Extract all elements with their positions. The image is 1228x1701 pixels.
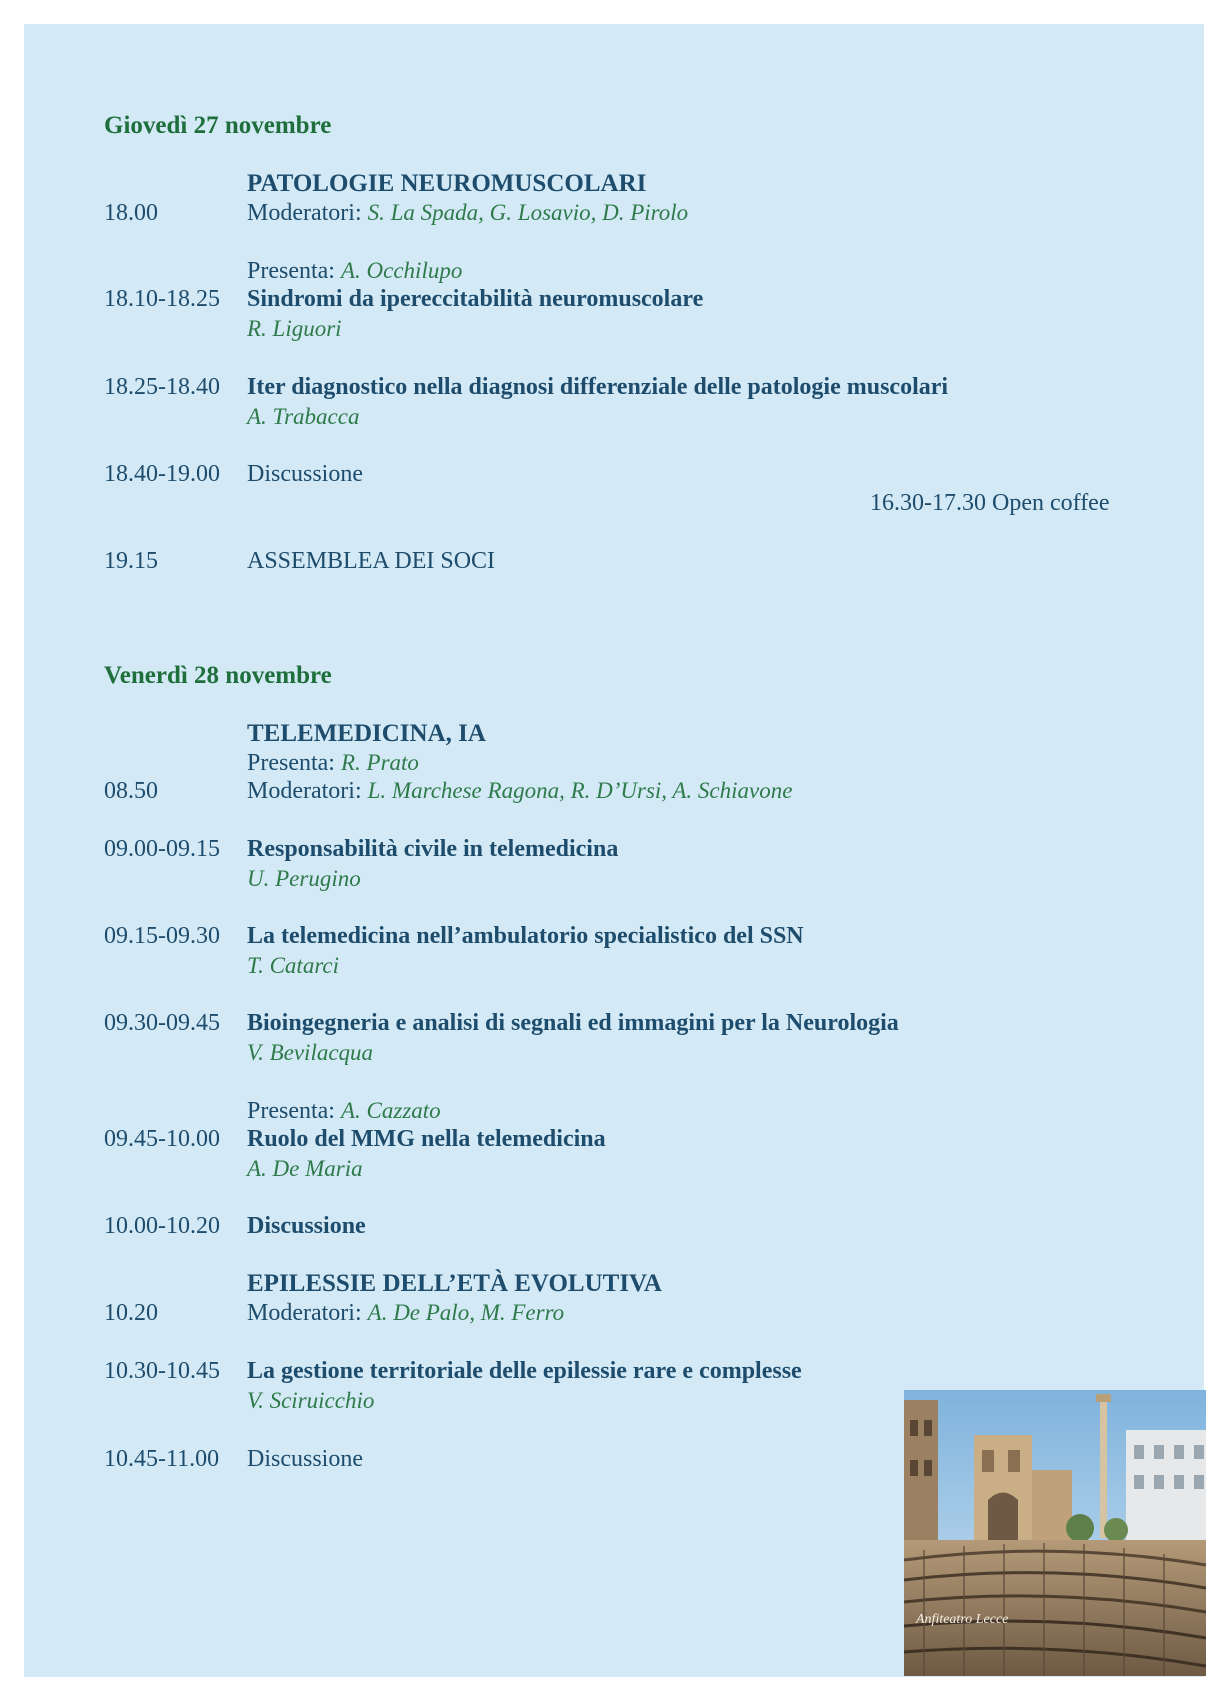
presenter-name: R. Prato bbox=[340, 750, 419, 775]
presenter-line bbox=[247, 1098, 441, 1125]
moderators-line bbox=[247, 1300, 564, 1327]
talk-time: 09.45-10.00 bbox=[104, 1126, 220, 1152]
talk-speaker: V. Sciruicchio bbox=[247, 1388, 375, 1413]
talk-time: 18.10-18.25 bbox=[104, 286, 220, 312]
talk-time: 18.25-18.40 bbox=[104, 374, 220, 400]
moderators-label: Moderatori: bbox=[247, 778, 368, 804]
moderators-names: L. Marchese Ragona, R. D’Ursi, A. Schiavone bbox=[367, 778, 793, 803]
discussion-label: Discussione bbox=[247, 461, 363, 487]
open-coffee-note: 16.30-17.30 Open coffee bbox=[870, 490, 1110, 516]
moderators-line bbox=[247, 200, 688, 227]
moderators-names: A. De Palo, M. Ferro bbox=[367, 1300, 565, 1325]
moderators-time: 10.20 bbox=[104, 1300, 158, 1326]
discussion-time: 10.00-10.20 bbox=[104, 1213, 220, 1239]
talk-title: Responsabilità civile in telemedicina bbox=[247, 836, 619, 862]
discussion-label: Discussione bbox=[247, 1446, 363, 1472]
amphitheatre-photo bbox=[904, 1390, 1206, 1676]
talk-time: 10.30-10.45 bbox=[104, 1358, 220, 1384]
moderators-names: S. La Spada, G. Losavio, D. Pirolo bbox=[367, 200, 689, 225]
talk-speaker: A. De Maria bbox=[247, 1156, 363, 1181]
session-title-telemedicine: TELEMEDICINA, IA bbox=[247, 720, 486, 747]
session-title-neuromuscular: PATOLOGIE NEUROMUSCOLARI bbox=[247, 170, 647, 197]
moderators-line bbox=[247, 778, 792, 805]
talk-speaker: V. Bevilacqua bbox=[247, 1040, 374, 1065]
discussion-label: Discussione bbox=[247, 1213, 366, 1239]
talk-speaker: A. Trabacca bbox=[247, 404, 360, 429]
presenter-label: Presenta: bbox=[247, 750, 341, 776]
talk-speaker: R. Liguori bbox=[247, 316, 342, 341]
discussion-time: 18.40-19.00 bbox=[104, 461, 220, 487]
talk-time: 09.15-09.30 bbox=[104, 923, 220, 949]
moderators-time: 18.00 bbox=[104, 200, 158, 226]
presenter-line bbox=[247, 258, 462, 285]
discussion-time: 10.45-11.00 bbox=[104, 1446, 220, 1472]
talk-title: Ruolo del MMG nella telemedicina bbox=[247, 1126, 606, 1152]
talk-title: Bioingegneria e analisi di segnali ed immagini per la Neurologia bbox=[247, 1010, 899, 1036]
talk-title: La telemedicina nell’ambulatorio specialistico del SSN bbox=[247, 923, 804, 949]
presenter-label: Presenta: bbox=[247, 258, 341, 284]
day-heading-friday: Venerdì 28 novembre bbox=[104, 662, 332, 689]
moderators-label: Moderatori: bbox=[247, 200, 368, 226]
moderators-label: Moderatori: bbox=[247, 1300, 368, 1326]
assembly-time: 19.15 bbox=[104, 548, 158, 574]
talk-time: 09.30-09.45 bbox=[104, 1010, 220, 1036]
session-title-epilepsy: EPILESSIE DELL’ETÀ EVOLUTIVA bbox=[247, 1270, 662, 1297]
moderators-time: 08.50 bbox=[104, 778, 158, 804]
talk-speaker: T. Catarci bbox=[247, 953, 340, 978]
presenter-line bbox=[247, 750, 419, 777]
photo-caption: Anfiteatro Lecce bbox=[916, 1612, 1009, 1627]
presenter-name: A. Cazzato bbox=[340, 1098, 441, 1123]
presenter-label: Presenta: bbox=[247, 1098, 341, 1124]
presenter-name: A. Occhilupo bbox=[340, 258, 463, 283]
talk-title: Iter diagnostico nella diagnosi differenziale delle patologie muscolari bbox=[247, 374, 949, 400]
assembly-label: ASSEMBLEA DEI SOCI bbox=[247, 548, 496, 574]
day-heading-thursday: Giovedì 27 novembre bbox=[104, 112, 332, 139]
talk-time: 09.00-09.15 bbox=[104, 836, 220, 862]
talk-title: La gestione territoriale delle epilessie rare e complesse bbox=[247, 1358, 802, 1384]
talk-title: Sindromi da ipereccitabilità neuromuscolare bbox=[247, 286, 704, 312]
amphitheatre-illustration bbox=[904, 1390, 1206, 1676]
talk-speaker: U. Perugino bbox=[247, 866, 361, 891]
